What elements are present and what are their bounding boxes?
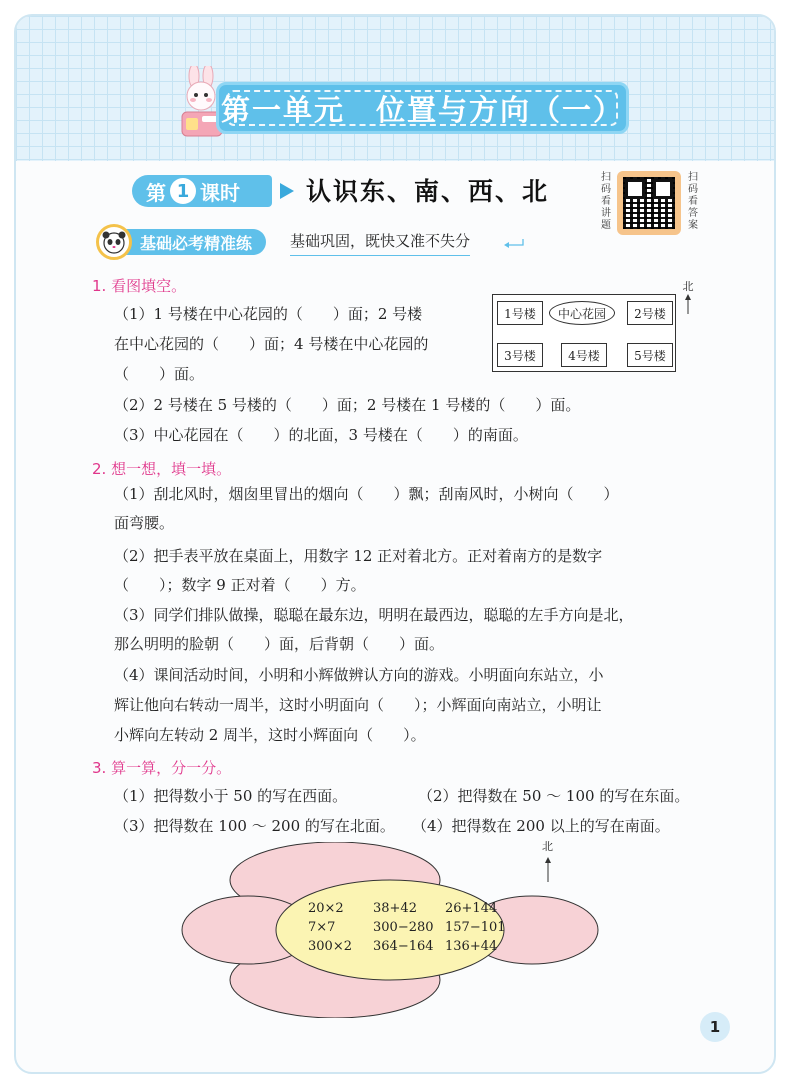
q2-line-8: 辉让他向右转动一周半，这时小明面向（ ）；小辉面向南站立，小明让 xyxy=(114,696,602,714)
q1-line-1: （1）1 号楼在中心花园的（ ）面；2 号楼 xyxy=(114,305,423,323)
qr-left-label: 扫码看讲题 xyxy=(601,172,611,231)
q1-line-5: （3）中心花园在（ ）的北面，3 号楼在（ ）的南面。 xyxy=(114,426,528,444)
expr-r1-c1: 20×2 xyxy=(308,901,344,916)
panda-face-icon xyxy=(96,224,132,260)
building-5: 5号楼 xyxy=(627,343,673,367)
return-arrow-icon xyxy=(503,237,525,249)
q2-line-7: （4）课间活动时间，小明和小辉做辨认方向的游戏。小明面向东站立，小 xyxy=(114,666,604,684)
lesson-number: 1 xyxy=(170,178,196,204)
qr-code-icon xyxy=(623,177,675,229)
section-badge-label: 基础必考精准练 xyxy=(118,229,266,255)
q2-line-2: 面弯腰。 xyxy=(114,514,175,532)
building-4: 4号楼 xyxy=(561,343,607,367)
expr-r3-c2: 364−164 xyxy=(373,939,434,954)
center-garden: 中心花园 xyxy=(549,301,615,325)
q2-line-6: 那么明明的脸朝（ ）面，后背朝（ ）面。 xyxy=(114,635,445,653)
expr-r2-c1: 7×7 xyxy=(308,920,336,935)
building-3: 3号楼 xyxy=(497,343,543,367)
building-1: 1号楼 xyxy=(497,301,543,325)
q3-north-label: 北 xyxy=(542,840,553,853)
expr-r2-c3: 157−101 xyxy=(445,920,506,935)
q1-north-indicator xyxy=(680,278,696,317)
q1-title: 1. 看图填空。 xyxy=(92,277,187,295)
page-number: 1 xyxy=(700,1012,730,1042)
q3-line-2: （2）把得数在 50 ～ 100 的写在东面。 xyxy=(418,787,690,805)
qr-right-label: 扫码看答案 xyxy=(688,172,698,231)
q3-title: 3. 算一算，分一分。 xyxy=(92,759,232,777)
q1-line-3: （ ）面。 xyxy=(114,365,205,383)
q3-line-4: （4）把得数在 200 以上的写在南面。 xyxy=(412,817,670,835)
q1-north-label: 北 xyxy=(682,280,694,293)
expr-r3-c3: 136+44 xyxy=(445,939,498,954)
unit-title: 第一单元 位置与方向（一） xyxy=(220,92,624,127)
q2-line-3: （2）把手表平放在桌面上，用数字 12 正对着北方。正对着南方的是数字 xyxy=(114,547,603,565)
q1-line-2: 在中心花园的（ ）面；4 号楼在中心花园的 xyxy=(114,335,429,353)
expr-r3-c1: 300×2 xyxy=(308,939,352,954)
expr-r1-c2: 38+42 xyxy=(373,901,417,916)
play-arrow-icon xyxy=(278,181,298,201)
q3-north-arrow-icon xyxy=(545,857,551,882)
q2-line-1: （1）刮北风时，烟囱里冒出的烟向（ ）飘；刮南风时，小树向（ ） xyxy=(114,485,619,503)
unit-title-banner xyxy=(216,82,629,134)
building-2: 2号楼 xyxy=(627,301,673,325)
q2-line-4: （ ）；数字 9 正对着（ ）方。 xyxy=(114,576,366,594)
q2-line-5: （3）同学们排队做操，聪聪在最东边，明明在最西边，聪聪的左手方向是北， xyxy=(114,606,634,624)
lesson-title: 认识东、南、西、北 xyxy=(306,177,550,206)
lesson-suffix: 课时 xyxy=(200,180,240,205)
lesson-prefix: 第 xyxy=(146,180,166,205)
north-arrow-icon xyxy=(682,294,694,314)
building-map xyxy=(492,294,676,372)
q2-title: 2. 想一想，填一填。 xyxy=(92,460,232,478)
direction-sort-diagram xyxy=(180,842,600,1018)
q3-line-3: （3）把得数在 100 ～ 200 的写在北面。 xyxy=(114,817,395,835)
q2-line-9: 小辉向左转动 2 周半，这时小辉面向（ ）。 xyxy=(114,726,426,744)
qr-code[interactable] xyxy=(617,171,681,235)
expr-r1-c3: 26+144 xyxy=(445,901,498,916)
section-badge xyxy=(96,226,266,258)
section-subtitle: 基础巩固，既快又准不失分 xyxy=(290,230,470,256)
lesson-tag xyxy=(132,175,272,207)
expr-r2-c2: 300−280 xyxy=(373,920,434,935)
q1-line-4: （2）2 号楼在 5 号楼的（ ）面；2 号楼在 1 号楼的（ ）面。 xyxy=(114,396,581,414)
q3-line-1: （1）把得数小于 50 的写在西面。 xyxy=(114,787,348,805)
